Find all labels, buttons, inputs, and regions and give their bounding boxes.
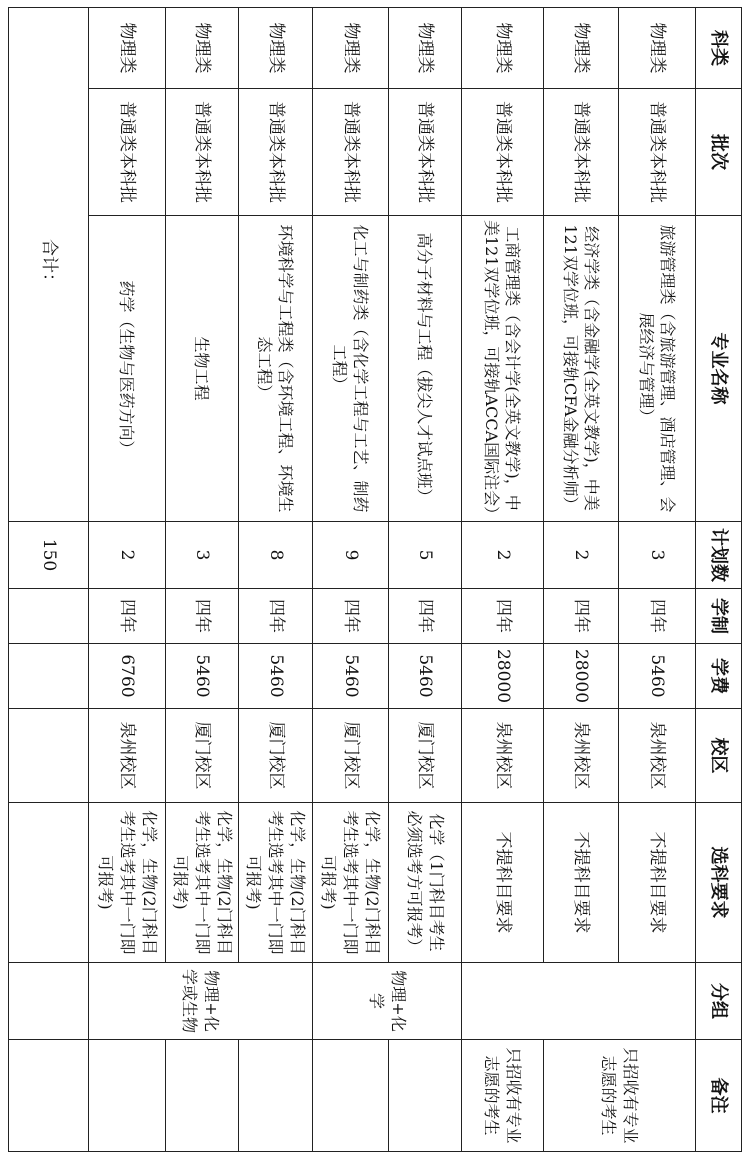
- header-group: 分组: [696, 963, 742, 1040]
- cell-group: 物理+化学: [313, 963, 462, 1040]
- cell-major: 生物工程: [166, 216, 239, 522]
- cell-requirement: 化学，生物(2门科目考生选考其中一门即可报考): [239, 803, 313, 963]
- enrollment-plan-table: [8, 7, 742, 1152]
- cell-major: 药学（生物与医药方向）: [89, 216, 166, 522]
- cell-batch: 普通类本科批: [389, 89, 462, 216]
- header-campus: 校区: [696, 709, 742, 803]
- header-fee: 学费: [696, 644, 742, 709]
- cell-plan: 3: [619, 522, 696, 589]
- cell-major: 经济学类（含金融学(全英文教学)，中美121双学位班，可接轨CFA金融分析师）: [544, 216, 619, 522]
- total-label: 合计：: [9, 8, 89, 522]
- cell-note: [313, 1040, 389, 1152]
- cell-requirement: 化学，生物(2门科目考生选考其中一门即可报考): [313, 803, 389, 963]
- cell-plan: 3: [166, 522, 239, 589]
- cell-note: 只招收有专业志愿的考生: [462, 1040, 544, 1152]
- header-plan: 计划数: [696, 522, 742, 589]
- cell-requirement: 化学，生物(2门科目考生选考其中一门即可报考): [89, 803, 166, 963]
- cell-major: 环境科学与工程类（含环境工程、环境生态工程）: [239, 216, 313, 522]
- cell-plan: 9: [313, 522, 389, 589]
- cell-empty: [9, 644, 89, 709]
- header-requirement: 选科要求: [696, 803, 742, 963]
- cell-major: 化工与制药类（含化学工程与工艺、制药工程）: [313, 216, 389, 522]
- cell-campus: 厦门校区: [239, 709, 313, 803]
- cell-fee: 6760: [89, 644, 166, 709]
- cell-fee: 5460: [313, 644, 389, 709]
- cell-fee: 5460: [619, 644, 696, 709]
- cell-empty: [9, 803, 89, 963]
- table-row: [239, 8, 313, 1152]
- cell-empty: [9, 589, 89, 644]
- cell-requirement: 化学（1门科目考生必须选考方可报考）: [389, 803, 462, 963]
- cell-years: 四年: [544, 589, 619, 644]
- table-row: [619, 8, 696, 1152]
- cell-batch: 普通类本科批: [239, 89, 313, 216]
- header-years: 学制: [696, 589, 742, 644]
- cell-subject: 物理类: [313, 8, 389, 89]
- cell-empty: [9, 709, 89, 803]
- cell-requirement: 化学，生物(2门科目考生选考其中一门即可报考): [166, 803, 239, 963]
- cell-major: 工商管理类（含会计学(全英文教学)，中美121双学位班，可接轨ACCA国际注会）: [462, 216, 544, 522]
- cell-campus: 泉州校区: [462, 709, 544, 803]
- cell-requirement: 不提科目要求: [619, 803, 696, 963]
- cell-fee: 5460: [166, 644, 239, 709]
- cell-subject: 物理类: [462, 8, 544, 89]
- cell-campus: 泉州校区: [544, 709, 619, 803]
- cell-campus: 泉州校区: [619, 709, 696, 803]
- cell-note: [166, 1040, 239, 1152]
- cell-major: 高分子材料与工程（拔尖人才试点班）: [389, 216, 462, 522]
- cell-note: [389, 1040, 462, 1152]
- cell-major: 旅游管理类（含旅游管理、酒店管理、会展经济与管理）: [619, 216, 696, 522]
- cell-note: 只招收有专业志愿的考生: [544, 1040, 696, 1152]
- cell-subject: 物理类: [89, 8, 166, 89]
- cell-note: [89, 1040, 166, 1152]
- cell-empty: [9, 1040, 89, 1152]
- cell-campus: 泉州校区: [89, 709, 166, 803]
- cell-plan: 2: [544, 522, 619, 589]
- cell-campus: 厦门校区: [166, 709, 239, 803]
- cell-empty: [9, 963, 89, 1040]
- cell-plan: 5: [389, 522, 462, 589]
- cell-group: 物理+化学或生物: [89, 963, 313, 1040]
- header-row: [696, 8, 742, 1152]
- cell-years: 四年: [619, 589, 696, 644]
- header-note: 备注: [696, 1040, 742, 1152]
- cell-plan: 8: [239, 522, 313, 589]
- table-row: [389, 8, 462, 1152]
- cell-years: 四年: [389, 589, 462, 644]
- cell-requirement: 不提科目要求: [544, 803, 619, 963]
- cell-years: 四年: [89, 589, 166, 644]
- cell-batch: 普通类本科批: [313, 89, 389, 216]
- cell-subject: 物理类: [619, 8, 696, 89]
- cell-years: 四年: [166, 589, 239, 644]
- cell-batch: 普通类本科批: [166, 89, 239, 216]
- cell-plan: 2: [89, 522, 166, 589]
- cell-years: 四年: [239, 589, 313, 644]
- cell-subject: 物理类: [239, 8, 313, 89]
- cell-fee: 5460: [389, 644, 462, 709]
- cell-fee: 28000: [462, 644, 544, 709]
- cell-years: 四年: [313, 589, 389, 644]
- cell-campus: 厦门校区: [313, 709, 389, 803]
- cell-subject: 物理类: [544, 8, 619, 89]
- cell-group: [462, 963, 696, 1040]
- total-row: [9, 8, 89, 1152]
- header-subject: 科类: [696, 8, 742, 89]
- cell-fee: 28000: [544, 644, 619, 709]
- total-plan: 150: [9, 522, 89, 589]
- cell-note: [239, 1040, 313, 1152]
- cell-plan: 2: [462, 522, 544, 589]
- cell-batch: 普通类本科批: [89, 89, 166, 216]
- cell-batch: 普通类本科批: [462, 89, 544, 216]
- cell-campus: 厦门校区: [389, 709, 462, 803]
- cell-batch: 普通类本科批: [619, 89, 696, 216]
- cell-subject: 物理类: [166, 8, 239, 89]
- cell-batch: 普通类本科批: [544, 89, 619, 216]
- header-batch: 批次: [696, 89, 742, 216]
- cell-fee: 5460: [239, 644, 313, 709]
- header-major: 专业名称: [696, 216, 742, 522]
- cell-requirement: 不提科目要求: [462, 803, 544, 963]
- cell-subject: 物理类: [389, 8, 462, 89]
- cell-years: 四年: [462, 589, 544, 644]
